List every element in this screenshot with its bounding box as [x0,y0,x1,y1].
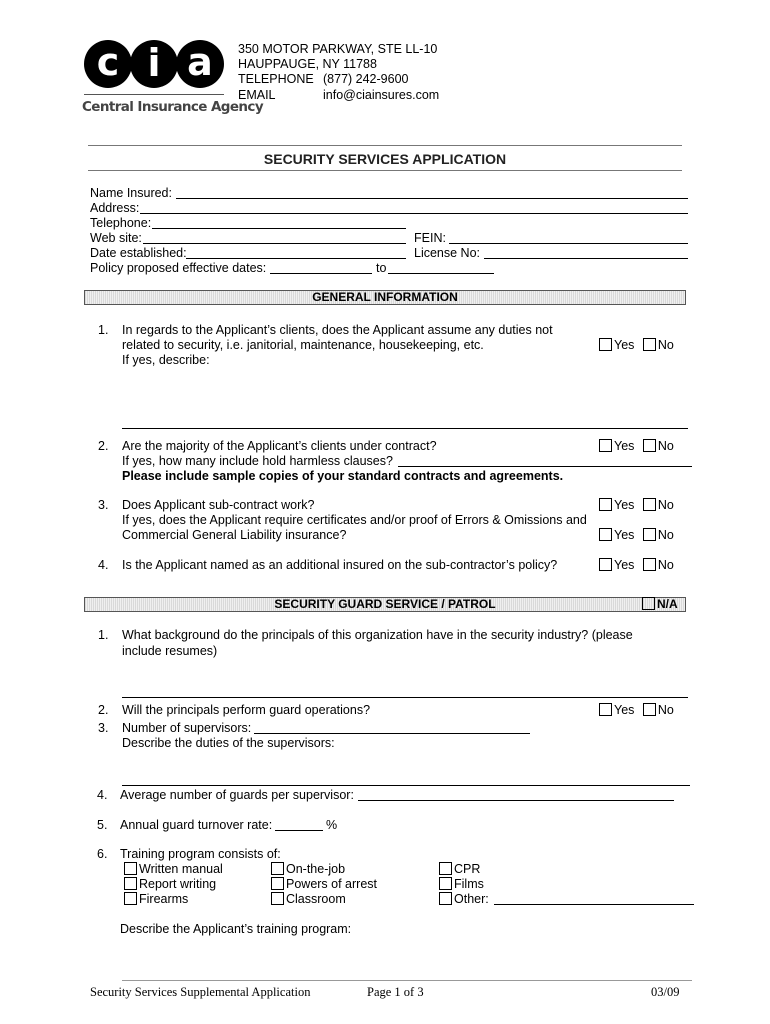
general-q3-text-2: If yes, does the Applicant require certificates and/or proof of Errors & Omissions and [122,513,587,527]
logo-letter-a: a [176,40,224,88]
security-guard-header [84,597,686,612]
guard-q4-number: 4. [97,788,108,802]
training-on-the-job-checkbox[interactable] [271,862,284,875]
general-q3b-yes-checkbox[interactable] [599,528,612,541]
training-classroom-checkbox[interactable] [271,892,284,905]
telephone-label: TELEPHONE [238,72,314,86]
training-cpr-label: CPR [454,862,481,876]
footer-revision-date: 03/09 [651,985,680,999]
hold-harmless-count-field[interactable] [398,466,692,467]
yes-label: Yes [614,439,635,453]
guard-q3-text-1: Number of supervisors: [122,721,252,735]
name-insured-label: Name Insured: [90,186,172,200]
yes-label: Yes [614,528,635,542]
yes-label: Yes [614,338,635,352]
policy-to-label: to [376,261,387,275]
guard-q3-number: 3. [98,721,109,735]
training-report-writing-checkbox[interactable] [124,877,137,890]
general-q2-no-checkbox[interactable] [643,439,656,452]
guard-q6-text-1: Training program consists of: [120,847,281,861]
training-other-checkbox[interactable] [439,892,452,905]
general-q1-no-checkbox[interactable] [643,338,656,351]
no-label: No [657,703,674,717]
page-title: SECURITY SERVICES APPLICATION [263,151,507,167]
training-report-writing-label: Report writing [139,877,217,891]
general-q2-number: 2. [98,439,109,453]
general-q2-yes-checkbox[interactable] [599,439,612,452]
number-of-supervisors-field[interactable] [254,733,530,734]
agency-name: Central Insurance Agency [82,99,264,115]
date-established-label: Date established: [90,246,187,260]
training-powers-of-arrest-label: Powers of arrest [286,877,378,891]
date-established-field[interactable] [186,258,406,259]
turnover-percent-sign: % [326,818,338,832]
general-q2-text-2: If yes, how many include hold harmless clauses? [122,454,393,468]
address-line-2: HAUPPAUGE, NY 11788 [238,57,377,71]
guard-q5-text-1: Annual guard turnover rate: [120,818,273,832]
training-written-manual-label: Written manual [139,862,223,876]
guard-na-checkbox[interactable] [642,597,655,610]
address-label: Address: [90,201,140,215]
title-rule-bottom [88,170,682,171]
training-describe-field[interactable] [122,980,692,981]
training-written-manual-checkbox[interactable] [124,862,137,875]
training-other-label: Other: [454,892,489,906]
guard-q3-text-2: Describe the duties of the supervisors: [122,736,335,750]
web-site-field[interactable] [143,243,406,244]
training-firearms-label: Firearms [139,892,189,906]
policy-start-field[interactable] [270,273,372,274]
general-q4-no-checkbox[interactable] [643,558,656,571]
general-q1-yes-checkbox[interactable] [599,338,612,351]
address-field[interactable] [140,213,688,214]
general-q4-text-1: Is the Applicant named as an additional insured on the sub-contractor’s policy? [122,558,558,572]
general-q4-number: 4. [98,558,109,572]
telephone-field-label: Telephone: [90,216,152,230]
policy-end-field[interactable] [388,273,494,274]
guard-q1-text-1: What background do the principals of this organization have in the security industry? (please [122,628,633,642]
general-q3a-yes-checkbox[interactable] [599,498,612,511]
training-describe-label: Describe the Applicant’s training program: [120,922,352,936]
general-q1-text-1: In regards to the Applicant’s clients, does the Applicant assume any duties not [122,323,553,337]
guard-q2-no-checkbox[interactable] [643,703,656,716]
guard-q5-number: 5. [97,818,108,832]
logo-letter-c: c [84,40,132,88]
training-other-field[interactable] [494,904,694,905]
guard-q1-text-2: include resumes) [122,644,218,658]
general-q3a-no-checkbox[interactable] [643,498,656,511]
license-no-label: License No: [414,246,481,260]
title-rule-top [88,145,682,146]
no-label: No [657,558,674,572]
general-q3-number: 3. [98,498,109,512]
general-q4-yes-checkbox[interactable] [599,558,612,571]
guard-na-label: N/A [657,597,678,611]
training-films-label: Films [454,877,484,891]
general-information-header: GENERAL INFORMATION [84,290,686,305]
fein-field[interactable] [449,243,688,244]
supervisor-duties-field[interactable] [122,785,690,786]
telephone-value: (877) 242-9600 [323,72,409,86]
logo-letter-i: i [130,40,178,88]
license-no-field[interactable] [484,258,688,259]
guard-q4-text-1: Average number of guards per supervisor: [120,788,354,802]
training-on-the-job-label: On-the-job [286,862,346,876]
yes-label: Yes [614,498,635,512]
turnover-rate-field[interactable] [275,830,323,831]
guards-per-supervisor-field[interactable] [358,800,674,801]
no-label: No [657,338,674,352]
footer-form-name: Security Services Supplemental Application [90,985,311,999]
no-label: No [657,439,674,453]
name-insured-field[interactable] [176,198,688,199]
guard-q2-number: 2. [98,703,109,717]
guard-q2-yes-checkbox[interactable] [599,703,612,716]
address-line-1: 350 MOTOR PARKWAY, STE LL-10 [238,42,438,56]
logo-rule [84,94,224,95]
email-label: EMAIL [238,88,276,102]
telephone-field[interactable] [152,228,406,229]
policy-dates-label: Policy proposed effective dates: [90,261,267,275]
web-site-label: Web site: [90,231,142,245]
general-q1-text-3: If yes, describe: [122,353,210,367]
general-q1-text-2: related to security, i.e. janitorial, maintenance, housekeeping, etc. [122,338,484,352]
training-cpr-checkbox[interactable] [439,862,452,875]
training-firearms-checkbox[interactable] [124,892,137,905]
general-q1-describe-field[interactable] [122,428,688,429]
guard-q6-number: 6. [97,847,108,861]
guard-q1-number: 1. [98,628,109,642]
email-value: info@ciainsures.com [323,88,440,102]
footer-page-number: Page 1 of 3 [367,985,424,999]
general-q2-text-3: Please include sample copies of your standard contracts and agreements. [122,469,564,483]
guard-q2-text-1: Will the principals perform guard operations? [122,703,371,717]
fein-label: FEIN: [414,231,446,245]
training-powers-of-arrest-checkbox[interactable] [271,877,284,890]
training-films-checkbox[interactable] [439,877,452,890]
general-q3-text-3: Commercial General Liability insurance? [122,528,347,542]
general-q3-text-1: Does Applicant sub-contract work? [122,498,315,512]
general-q2-text-1: Are the majority of the Applicant’s clients under contract? [122,439,437,453]
guard-q1-answer-field[interactable] [122,697,688,698]
security-guard-header-title: SECURITY GUARD SERVICE / PATROL [274,597,496,611]
yes-label: Yes [614,703,635,717]
general-q1-number: 1. [98,323,109,337]
no-label: No [657,498,674,512]
yes-label: Yes [614,558,635,572]
no-label: No [657,528,674,542]
general-q3b-no-checkbox[interactable] [643,528,656,541]
training-classroom-label: Classroom [286,892,346,906]
